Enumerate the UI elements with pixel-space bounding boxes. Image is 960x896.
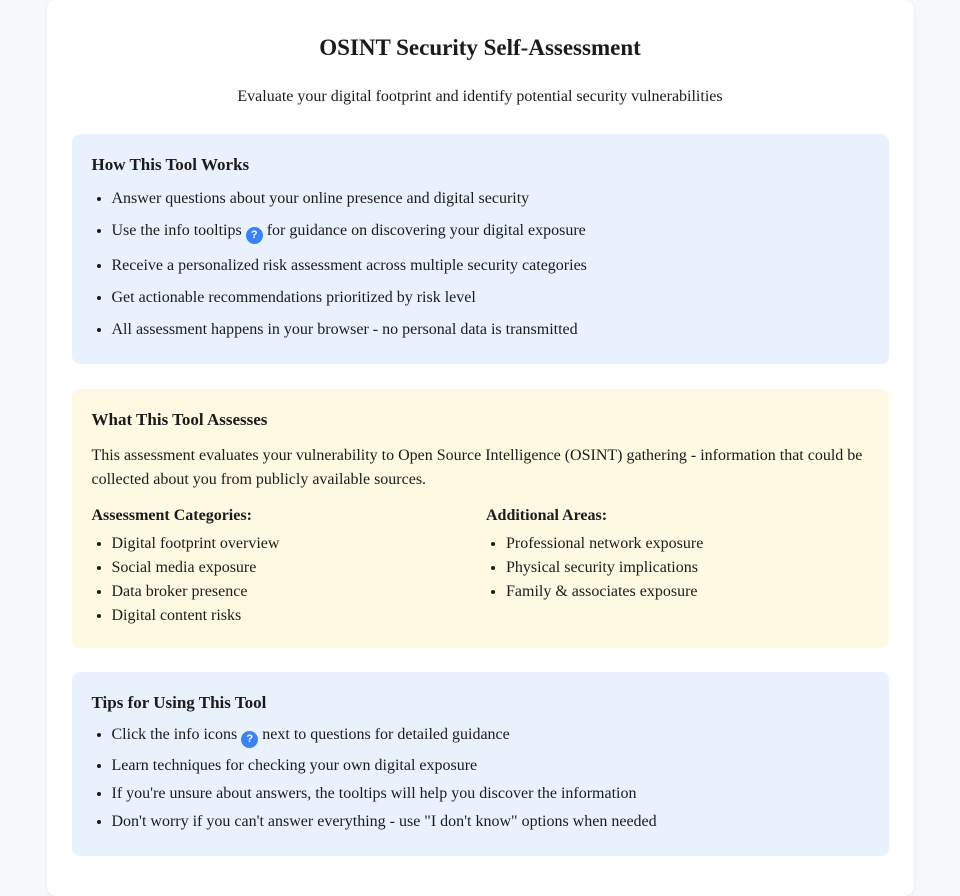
list-item <box>112 812 869 832</box>
help-tooltip-icon: ? <box>241 731 258 748</box>
list-item <box>506 558 869 578</box>
column-heading: Additional Areas: <box>486 507 608 524</box>
list-item-text: Don't worry if you can't answer everything - use "I don't know" options when needed <box>111 813 657 830</box>
page-subtitle: Evaluate your digital footprint and identify potential security vulnerabilities <box>237 88 723 105</box>
list-item-text: Family & associates exposure <box>506 583 698 600</box>
tips-heading: Tips for Using This Tool <box>91 693 267 712</box>
list-item <box>112 288 869 308</box>
list-item-text: Learn techniques for checking your own digital exposure <box>111 757 478 774</box>
tips-list <box>92 725 869 832</box>
column-heading: Assessment Categories: <box>91 507 252 524</box>
list-item <box>112 534 475 554</box>
list-item <box>112 582 475 602</box>
main-card <box>47 0 914 896</box>
list-item <box>112 725 869 748</box>
list-item <box>112 256 869 276</box>
list-item <box>112 756 869 776</box>
list-item-text: Use the info tooltips <box>111 222 242 239</box>
list-item-text: All assessment happens in your browser - no personal data is transmitted <box>111 321 578 338</box>
list-item-text: Social media exposure <box>111 559 257 576</box>
list-item-text: for guidance on discovering your digital exposure <box>266 222 586 239</box>
tips-section <box>72 672 889 856</box>
list-item-text: Professional network exposure <box>506 535 704 552</box>
what-assesses-section <box>72 389 889 648</box>
list-item-text: Data broker presence <box>111 583 248 600</box>
list-item-text: Answer questions about your online presence and digital security <box>111 190 530 207</box>
what-assesses-heading: What This Tool Assesses <box>91 410 268 429</box>
list-item-text: Physical security implications <box>506 559 698 576</box>
list-item <box>112 320 869 340</box>
list-item-text: Digital footprint overview <box>111 535 280 552</box>
additional-areas-column <box>486 505 869 626</box>
list-item-text: next to questions for detailed guidance <box>262 726 510 743</box>
list-item <box>112 189 869 209</box>
list-item-text: Click the info icons <box>111 726 238 743</box>
list-item <box>112 558 475 578</box>
how-it-works-section <box>72 134 889 364</box>
assessment-description: This assessment evaluates your vulnerability to Open Source Intelligence (OSINT) gathering - information that could be collected about you from publicly available sources. <box>91 447 863 488</box>
list-item <box>506 534 869 554</box>
how-it-works-list <box>92 189 869 340</box>
list-item <box>112 221 869 244</box>
page-title: OSINT Security Self-Assessment <box>319 35 641 60</box>
additional-areas-list <box>486 534 869 602</box>
list-item <box>112 784 869 804</box>
how-it-works-heading: How This Tool Works <box>91 155 250 174</box>
assessment-categories-list <box>92 534 475 626</box>
list-item <box>112 606 475 626</box>
list-item-text: Digital content risks <box>111 607 242 624</box>
list-item-text: Receive a personalized risk assessment across multiple security categories <box>111 257 587 274</box>
list-item <box>506 582 869 602</box>
assessment-columns <box>92 505 869 626</box>
help-tooltip-icon: ? <box>246 227 263 244</box>
assessment-categories-column <box>92 505 475 626</box>
list-item-text: Get actionable recommendations prioritized by risk level <box>111 289 476 306</box>
list-item-text: If you're unsure about answers, the tooltips will help you discover the information <box>111 785 637 802</box>
